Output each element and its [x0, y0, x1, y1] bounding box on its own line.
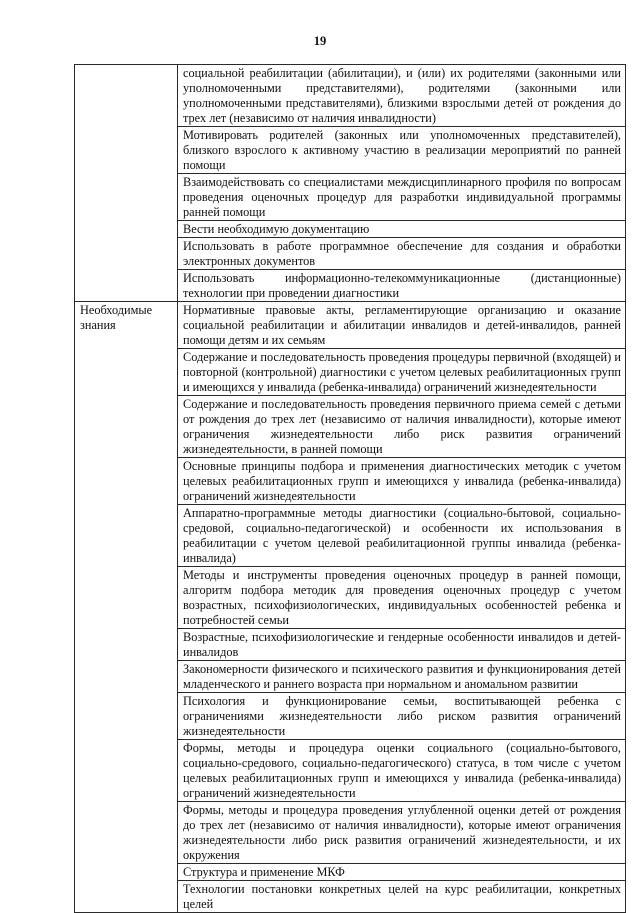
- section-label-knowledge: Необходимые знания: [75, 302, 178, 913]
- row-text: Вести необходимую документацию: [178, 221, 626, 238]
- row-text: Возрастные, психофизиологические и гендерные особенности инвалидов и детей-инвалидов: [178, 629, 626, 661]
- competency-table: [74, 64, 626, 913]
- row-text: Технологии постановки конкретных целей на курс реабилитации, конкретных целей: [178, 881, 626, 913]
- row-text: Аппаратно-программные методы диагностики (социально-бытовой, социально-средовой, социально-педагогической) и особенности их использования в реабилитации с учетом целевой реабилитационной группы инвалида (ребенка-инвалида): [178, 505, 626, 567]
- row-text: Психология и функционирование семьи, воспитывающей ребенка с ограничениями жизнедеятельности либо риском развития ограничений жизнедеятельности: [178, 693, 626, 740]
- row-text: Содержание и последовательность проведения первичного приема семей с детьми от рождения до трех лет (независимо от наличия инвалидности), которые имеют ограничения жизнедеятельности либо риск развития ограничений жизнедеятельности, в ранней помощи: [178, 396, 626, 458]
- row-text: социальной реабилитации (абилитации), и (или) их родителями (законными или уполномоченными представителями), родителями (законными или уполномоченными представителями), близкими взрослыми детей от рождения до трех лет (независимо от наличия инвалидности): [178, 65, 626, 127]
- row-text: Основные принципы подбора и применения диагностических методик с учетом целевых реабилитационных групп и имеющихся у инвалида (ребенка-инвалида) ограничений жизнедеятельности: [178, 458, 626, 505]
- row-text: Взаимодействовать со специалистами междисциплинарного профиля по вопросам проведения оценочных процедур для разработки индивидуальной программы ранней помощи: [178, 174, 626, 221]
- row-text: Формы, методы и процедура проведения углубленной оценки детей от рождения до трех лет (независимо от наличия инвалидности), которые имеют ограничения жизнедеятельности либо риск развития ограничений жизнедеятельности, и их окружения: [178, 802, 626, 864]
- row-label: [75, 65, 178, 302]
- row-text: Структура и применение МКФ: [178, 864, 626, 881]
- row-text: Содержание и последовательность проведения процедуры первичной (входящей) и повторной (контрольной) диагностики с учетом целевых реабилитационных групп и имеющихся у инвалида (ребенка-инвалида) ограничений жизнедеятельности: [178, 349, 626, 396]
- page-number: 19: [313, 34, 327, 48]
- table-row: [75, 302, 626, 349]
- row-text: Методы и инструменты проведения оценочных процедур в ранней помощи, алгоритм подбора методик для проведения оценочных процедур с учетом возрастных, психофизиологических, индивидуальных особенностей ребенка и потребностей семьи: [178, 567, 626, 629]
- row-text: Закономерности физического и психического развития и функционирования детей младенческого и раннего возраста при нормальном и аномальном развитии: [178, 661, 626, 693]
- row-text: Мотивировать родителей (законных или уполномоченных представителей), близкого взрослого к активному участию в реализации мероприятий по ранней помощи: [178, 127, 626, 174]
- row-text: Использовать в работе программное обеспечение для создания и обработки электронных документов: [178, 238, 626, 270]
- table-row: [75, 65, 626, 127]
- row-text: Формы, методы и процедура оценки социального (социально-бытового, социально-средового, социально-педагогического) статуса, в том числе с учетом целевых реабилитационных групп и имеющихся у инвалида (ребенка-инвалида) ограничений жизнедеятельности: [178, 740, 626, 802]
- row-text: Нормативные правовые акты, регламентирующие организацию и оказание социальной реабилитации и абилитации инвалидов и детей-инвалидов, ранней помощи детям и их семьям: [178, 302, 626, 349]
- row-text: Использовать информационно-телекоммуникационные (дистанционные) технологии при проведении диагностики: [178, 270, 626, 302]
